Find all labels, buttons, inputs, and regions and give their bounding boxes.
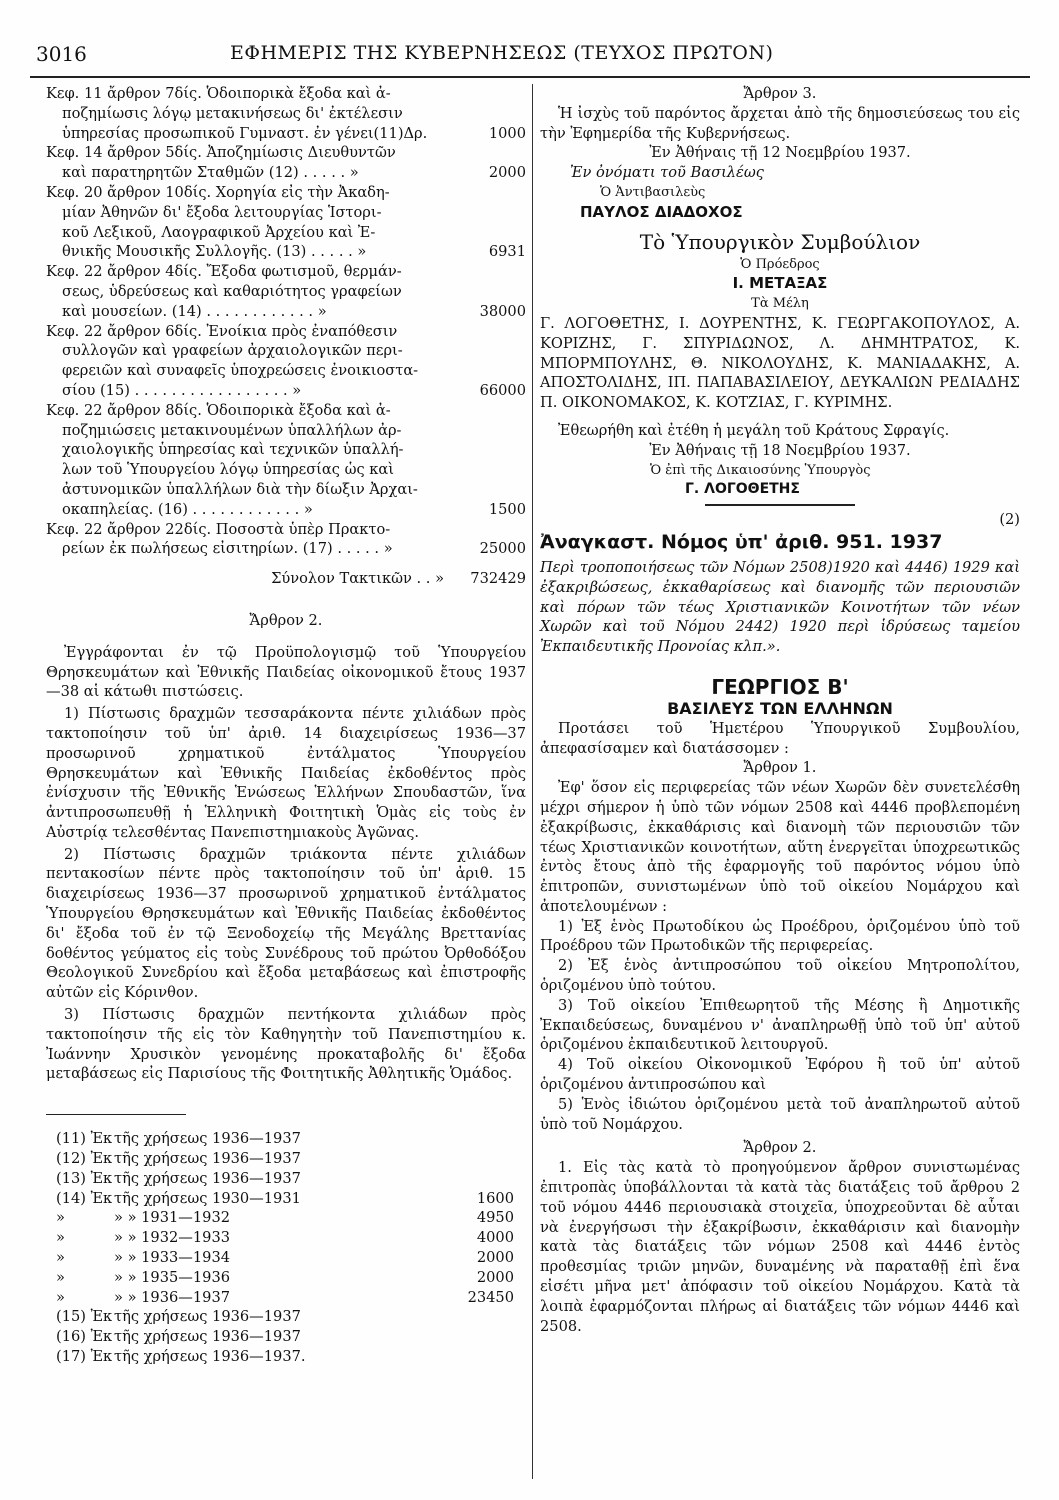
footnote-value (314, 1129, 514, 1149)
budget-item-amount: 38000 (479, 302, 526, 320)
art3-text: Ἡ ἰσχὺς τοῦ παρόντος ἄρχεται ἀπὸ τῆς δημοσιεύσεως του εἰς τὴν Ἐφημερίδα τῆς Κυβερνήσεως. (540, 104, 1020, 142)
footnote-value (314, 1169, 514, 1189)
footnotes (46, 1129, 526, 1367)
budget-item (46, 520, 526, 560)
footnote-years: τῆς χρήσεως 1936—1937 (114, 1328, 301, 1346)
date-1: Ἐν Ἀθήναις τῇ 12 Νοεμβρίου 1937. (649, 144, 911, 162)
budget-item-amount: 66000 (479, 381, 526, 399)
president-name: Ι. ΜΕΤΑΞΑΣ (732, 274, 828, 293)
footnote-row (56, 1129, 526, 1149)
footnote-key: (14) Ἐκ (56, 1189, 113, 1207)
budget-item-amount: 1000 (488, 124, 526, 142)
budget-item-line: Κεφ. 22 ἄρθρον 4δίς. Ἔξοδα φωτισμοῦ, θερμάν- (46, 263, 402, 281)
header-rule (30, 76, 1030, 78)
a1-list-item: 5) Ἑνὸς ἰδιώτου ὁριζομένου μετὰ τοῦ ἀναπληρωτοῦ αὐτοῦ ὑπὸ τοῦ Νομάρχου. (540, 1095, 1020, 1133)
footnote-value: 2000 (476, 1249, 514, 1267)
a1-list-item: 2) Ἐξ ἑνὸς ἀντιπροσώπου τοῦ οἰκείου Μητροπολίτου, ὁριζομένου ὑπὸ τούτου. (540, 957, 1020, 995)
footnote-years: » » 1935—1936 (114, 1268, 231, 1286)
law-subtitle: Περὶ τροποποιήσεως τῶν Νόμων 2508)1920 καὶ 4446) 1929 καὶ ἐξακριβώσεως, ἐκκαθαρίσεως καὶ διανομῆς τῶν περιουσιῶν καὶ πόρων τῶν τέως Χριστιανικῶν Κοινοτήτων τῶν νέων Χωρῶν καὶ τοῦ Νόμου 2442) 1920 περὶ ἱδρύσεως ταμείου Ἐκπαιδευτικῆς Προνοίας κλπ.». (540, 558, 1020, 656)
budget-item-line: κοῦ Λεξικοῦ, Λαογραφικοῦ Ἀρχείου καὶ Ἐ- (62, 223, 376, 241)
budget-item-line: ποζημίωσις λόγῳ μετακινήσεως δι' ἐκτέλεσιν (62, 104, 403, 122)
a1-list-item: 1) Ἐξ ἑνὸς Πρωτοδίκου ὡς Προέδρου, ὁριζομένου ὑπὸ τοῦ Προέδρου τῶν Πρωτοδικῶν τῆς περιφερείας. (540, 917, 1020, 955)
footnote-row (56, 1347, 526, 1367)
members-label: Τὰ Μέλη (751, 296, 809, 312)
budget-item-last-row (46, 500, 526, 520)
footnote-key: » (56, 1209, 65, 1227)
budget-item (46, 143, 526, 183)
total-row (46, 569, 526, 589)
budget-item-last-row (46, 163, 526, 183)
budget-item (46, 401, 526, 520)
footnote-key: (12) Ἐκ (56, 1150, 113, 1168)
gazette-title: ΕΦΗΜΕΡΙΣ ΤΗΣ ΚΥΒΕΡΝΗΣΕΩΣ (ΤΕΥΧΟΣ ΠΡΩΤΟΝ) (230, 42, 774, 64)
footnote-row (56, 1327, 526, 1347)
art3-heading: Ἄρθρον 3. (743, 85, 817, 102)
a1-items (540, 917, 1020, 1135)
budget-item-line: Κεφ. 11 ἄρθρον 7δίς. Ὁδοιπορικὰ ἔξοδα καὶ ἀ- (46, 85, 391, 102)
footnote-key: » (56, 1249, 65, 1267)
budget-item-line: Κεφ. 22 ἄρθρον 22δίς. Ποσοστὰ ὑπὲρ Πρακτο- (46, 520, 391, 538)
footnote-key: » (56, 1229, 65, 1247)
a1-heading: Ἄρθρον 1. (743, 759, 817, 777)
budget-item (46, 84, 526, 143)
footnote-separator (46, 1114, 186, 1115)
budget-item-last-row (46, 381, 526, 401)
footnote-row (56, 1189, 526, 1209)
signature-rule (705, 504, 855, 506)
budget-item-amount: 2000 (488, 164, 526, 182)
footnote-key: » (56, 1288, 65, 1306)
budget-item (46, 183, 526, 262)
budget-item (46, 322, 526, 401)
footnote-row (56, 1268, 526, 1288)
footnote-value: 1600 (476, 1189, 514, 1207)
budget-item-line: λων τοῦ Ὑπουργείου λόγῳ ὑπηρεσίας ὡς καὶ (62, 461, 394, 479)
a2-heading: Ἄρθρον 2. (743, 1139, 817, 1157)
regent-name: ΠΑΥΛΟΣ ΔΙΑΔΟΧΟΣ (580, 202, 743, 221)
king-name: ΓΕΩΡΓΙΟΣ Β' (711, 674, 849, 699)
footnote-key: (13) Ἐκ (56, 1169, 113, 1187)
seal-text: Ἐθεωρήθη καὶ ἐτέθη ἡ μεγάλη τοῦ Κράτους Σφραγίς. (558, 421, 950, 439)
footnote-years: τῆς χρήσεως 1936—1937 (114, 1169, 301, 1187)
justice-minister-name: Γ. ΛΟΓΟΘΕΤΗΣ (685, 481, 800, 498)
page-header (30, 40, 1030, 70)
budget-item-last-row (46, 539, 526, 559)
king-title: ΒΑΣΙΛΕΥΣ ΤΩΝ ΕΛΛΗΝΩΝ (667, 698, 893, 718)
budget-item-line: Κεφ. 22 ἄρθρον 8δίς. Ὁδοιπορικὰ ἔξοδα καὶ ἀ- (46, 401, 391, 419)
budget-item-line: συλλογῶν καὶ γραφείων ἀρχαιολογικῶν περι- (62, 342, 403, 360)
footnote-row (56, 1288, 526, 1308)
footnote-row (56, 1248, 526, 1268)
budget-item-line: Κεφ. 20 ἄρθρον 10δίς. Χορηγία εἰς τὴν Ἀκαδη- (46, 183, 390, 201)
footnote-value (314, 1347, 514, 1367)
footnote-years: τῆς χρήσεως 1930—1931 (114, 1189, 301, 1207)
footnote-value: 4950 (476, 1209, 514, 1227)
article2-intro: Ἐγγράφονται ἐν τῷ Προϋπολογισμῷ τοῦ Ὑπουργείου Θρησκευμάτων καὶ Ἐθνικῆς Παιδείας οἰκονομικοῦ ἔτους 1937—38 αἱ κάτωθι πιστώσεις. (46, 643, 526, 701)
footnote-row (56, 1208, 526, 1228)
budget-item-line: ποζημιώσεις μετακινουμένων ὑπαλλήλων ἀρ- (62, 421, 402, 439)
footnote-years: » » 1932—1933 (114, 1229, 231, 1247)
column-divider (532, 84, 533, 1479)
budget-item-line: ὑπηρεσίας προσωπικοῦ Γυμναστ. ἐν γένει(11)Δρ. (62, 124, 428, 142)
budget-item-last-row (46, 124, 526, 144)
footnote-value: 23450 (467, 1288, 514, 1306)
budget-item-line: φερειῶν καὶ συναφεῖς ὑποχρεώσεις ἐνοικιοστα- (62, 362, 419, 380)
footnote-key: (16) Ἐκ (56, 1328, 113, 1346)
law-title: Ἀναγκαστ. Νόμος ὑπ' ἀριθ. 951. 1937 (540, 530, 943, 553)
page-number: 3016 (36, 42, 87, 66)
budget-item-line: μίαν Ἀθηνῶν δι' ἔξοδα λειτουργίας Ἱστορι- (62, 203, 382, 221)
proposal-text: Προτάσει τοῦ Ἡμετέρου Ὑπουργικοῦ Συμβουλίου, ἀπεφασίσαμεν καὶ διατάσσομεν : (540, 719, 1020, 757)
a1-text: Ἐφ' ὅσον εἰς περιφερείας τῶν νέων Χωρῶν δὲν συνετελέσθη μέχρι σήμερον ἡ ὑπὸ τῶν νόμων 2508 καὶ 4446 προβλεπομένη ἐξακρίβωσις, ἐκκαθάρισις καὶ διανομὴ τῶν περιουσιῶν τῶν τέως Χριστιανικῶν κοινοτήτων, αὕτη ἐνεργεῖται ὑποχρεωτικῶς ἐντὸς ἔτους ἀπὸ τῆς ἐφαρμογῆς τοῦ παρόντος νόμου ὑπὸ ἐπιτροπῶν, συνιστωμένων ὑπὸ τοῦ οἰκείου Νομάρχου καὶ ἀποτελουμένων : (540, 779, 1020, 915)
footnote-key: (17) Ἐκ (56, 1348, 113, 1366)
council-heading: Τὸ Ὑπουργικὸν Συμβούλιον (639, 229, 921, 254)
footnote-years: τῆς χρήσεως 1936—1937. (114, 1348, 306, 1366)
footnote-key: (11) Ἐκ (56, 1130, 113, 1148)
budget-item-amount: 6931 (488, 243, 526, 261)
regent-label: Ὁ Ἀντιβασιλεὺς (600, 184, 706, 200)
article2-p3: 3) Πίστωσις δραχμῶν πεντήκοντα χιλιάδων πρὸς τακτοποίησιν τῆς εἰς τὸν Καθηγητὴν τοῦ Πανεπιστημίου κ. Ἰωάννην Χρυσικὸν γενομένης προκαταβολῆς δι' ἔξοδα μεταβάσεως εἰς Παρισίους τῆς Φοιτητικῆς Ἀθλητικῆς Ὁμάδος. (46, 1006, 526, 1083)
footnote-row (56, 1149, 526, 1169)
budget-item-line: οκαπηλείας. (16) . . . . . . . . . . . . » (62, 500, 313, 518)
article2-p2: 2) Πίστωσις δραχμῶν τριάκοντα πέντε χιλιάδων πεντακοσίων πέντε πρὸς τακτοποίησιν τοῦ ὑπ' ἀριθ. 15 διαχειρίσεως 1936—37 προσωρινοῦ χρηματικοῦ ἐντάλματος Ὑπουργείου Θρησκευμάτων καὶ Ἐθνικῆς Παιδείας ἐκδοθέντος δι' ἔξοδα τοῦ ἐν τῷ Ξενοδοχείῳ τῆς Μεγάλης Βρεττανίας δοθέντος γεύματος εἰς τοὺς Συνέδρους τοῦ πρώτου Ὀρθοδόξου Θεολογικοῦ Συνεδρίου καὶ ἔξοδα μεταβάσεως καὶ ἐπιστροφῆς αὐτῶν εἰς Κόρινθον. (46, 845, 526, 1002)
budget-item-line: Κεφ. 14 ἄρθρον 5δίς. Ἀποζημίωσις Διευθυντῶν (46, 144, 396, 162)
footnote-key: (15) Ἐκ (56, 1308, 113, 1326)
a1-list-item: 3) Τοῦ οἰκείου Ἐπιθεωρητοῦ τῆς Μέσης ἢ Δημοτικῆς Ἐκπαιδεύσεως, δυναμένου ν' ἀναπληρωθῇ ὑπὸ τοῦ ὑπ' αὐτοῦ ὁριζομένου ἐκπαιδευτικοῦ λειτουργοῦ. (540, 996, 1020, 1054)
footnote-row (56, 1307, 526, 1327)
footnote-years: » » 1936—1937 (114, 1288, 231, 1306)
footnote-years: τῆς χρήσεως 1936—1937 (114, 1130, 301, 1148)
justice-minister-label: Ὁ ἐπὶ τῆς Δικαιοσύνης Ὑπουργὸς (650, 462, 871, 478)
total-label: Σύνολον Τακτικῶν . . » (271, 570, 444, 588)
budget-item-line: χαιολογικῆς ὑπηρεσίας καὶ τεχνικῶν ὑπαλλή- (62, 441, 404, 459)
article2-heading: Ἄρθρον 2. (249, 611, 323, 629)
total-value: 732429 (470, 570, 526, 588)
budget-item-line: καὶ παρατηρητῶν Σταθμῶν (12) . . . . . » (62, 164, 359, 182)
right-column (540, 84, 1020, 1336)
budget-item-line: Κεφ. 22 ἄρθρον 6δίς. Ἐνοίκια πρὸς ἐναπόθεσιν (46, 322, 398, 340)
budget-item-line: σεως, ὑδρεύσεως καὶ καθαριότητος γραφείων (62, 282, 402, 300)
footnote-value (314, 1307, 514, 1327)
budget-item (46, 262, 526, 321)
footnote-years: » » 1931—1932 (114, 1209, 231, 1227)
budget-item-last-row (46, 242, 526, 262)
a2-text: 1. Εἰς τὰς κατὰ τὸ προηγούμενον ἄρθρον συνιστωμένας ἐπιτροπὰς ὑποβάλλονται τὰ κατὰ τὰς διατάξεις τοῦ ἄρθρου 2 τοῦ νόμου 4446 περιουσιακὰ στοιχεῖα, ὑποχρεοῦνται δὲ αὗται νὰ ἐνεργήσωσι τὴν ἐξακρίβωσιν, ἐκκαθάρισιν καὶ διανομὴν κατὰ τὰς διατάξεις τῶν νόμων 2508 καὶ 4446 ἐντὸς προθεσμίας τριῶν μηνῶν, δυναμένης νὰ παραταθῇ ἐπὶ ἕνα εἰσέτι μῆνα μετ' ἀπόφασιν τοῦ οἰκείου Νομάρχου. Κατὰ τὰ λοιπὰ ἐφαρμόζονται πλήρως αἱ διατάξεις τῶν νόμων 4446 καὶ 2508. (540, 1159, 1020, 1335)
president-label: Ὁ Πρόεδρος (740, 256, 820, 272)
footnote-years: τῆς χρήσεως 1936—1937 (114, 1150, 301, 1168)
footnote-value (314, 1327, 514, 1347)
budget-item-line: ἀστυνομικῶν ὑπαλλήλων διὰ τὴν δίωξιν Ἀρχαι- (62, 480, 418, 498)
budget-items (46, 84, 526, 559)
budget-item-amount: 25000 (479, 540, 526, 558)
footnote-value: 2000 (476, 1268, 514, 1286)
note-number: (2) (999, 511, 1020, 529)
footnote-value (314, 1149, 514, 1169)
date-2: Ἐν Ἀθήναις τῇ 18 Νοεμβρίου 1937. (649, 441, 911, 459)
member-names: Γ. ΛΟΓΟΘΕΤΗΣ, Ι. ΔΟΥΡΕΝΤΗΣ, Κ. ΓΕΩΡΓΑΚΟΠΟΥΛΟΣ, Α. ΚΟΡΙΖΗΣ, Γ. ΣΠΥΡΙΔΩΝΟΣ, Λ. ΔΗΜΗΤΡΑΤΟΣ, Κ. ΜΠΟΡΜΠΟΥΛΗΣ, Θ. ΝΙΚΟΛΟΥΔΗΣ, Κ. ΜΑΝΙΑΔΑΚΗΣ, Α. ΑΠΟΣΤΟΛΙΔΗΣ, ΙΠ. ΠΑΠΑΒΑΣΙΛΕΙΟΥ, ΔΕΥΚΑΛΙΩΝ ΡΕΔΙΑΔΗΣ Π. ΟΙΚΟΝΟΜΑΚΟΣ, Κ. ΚΟΤΖΙΑΣ, Γ. ΚΥΡΙΜΗΣ. (540, 314, 1020, 412)
budget-item-line: καὶ μουσείων. (14) . . . . . . . . . . . . » (62, 302, 327, 320)
article2-p1: 1) Πίστωσις δραχμῶν τεσσαράκοντα πέντε χιλιάδων πρὸς τακτοποίησιν τοῦ ὑπ' ἀριθ. 14 διαχειρίσεως 1936—37 προσωρινοῦ χρηματικοῦ ἐντάλματος Ὑπουργείου Θρησκευμάτων καὶ Ἐθνικῆς Παιδείας ἐκδοθέντος πρὸς ἐνίσχυσιν τῆς Ἐθνικῆς Ἑνώσεως Ἑλλήνων Σπουδαστῶν, ἵνα ἀντιπροσωπευθῇ ἡ Ἑλληνικὴ Φοιτητικὴ Ὁμὰς εἰς τοὺς ἐν Αὐστρίᾳ τελεσθέντας Πανεπιστημιακοὺς Ἀγῶνας. (46, 705, 526, 841)
footnote-years: » » 1933—1934 (114, 1249, 231, 1267)
footnote-key: » (56, 1268, 65, 1286)
budget-item-amount: 1500 (488, 500, 526, 518)
footnote-value: 4000 (476, 1229, 514, 1247)
budget-item-last-row (46, 302, 526, 322)
budget-item-line: σίου (15) . . . . . . . . . . . . . . . . . » (62, 381, 302, 399)
budget-item-line: ρείων ἐκ πωλήσεως εἰσιτηρίων. (17) . . . . . » (62, 540, 393, 558)
in-the-name-of-king: Ἐν ὀνόματι τοῦ Βασιλέως (570, 164, 764, 182)
budget-item-line: θνικῆς Μουσικῆς Συλλογῆς. (13) . . . . . » (62, 243, 367, 261)
a1-list-item: 4) Τοῦ οἰκείου Οἰκονομικοῦ Ἐφόρου ἢ τοῦ ὑπ' αὐτοῦ ὁριζομένου ἀντιπροσώπου καὶ (540, 1056, 1020, 1094)
footnote-row (56, 1169, 526, 1189)
left-column (46, 84, 526, 1367)
footnote-row (56, 1228, 526, 1248)
footnote-years: τῆς χρήσεως 1936—1937 (114, 1308, 301, 1326)
